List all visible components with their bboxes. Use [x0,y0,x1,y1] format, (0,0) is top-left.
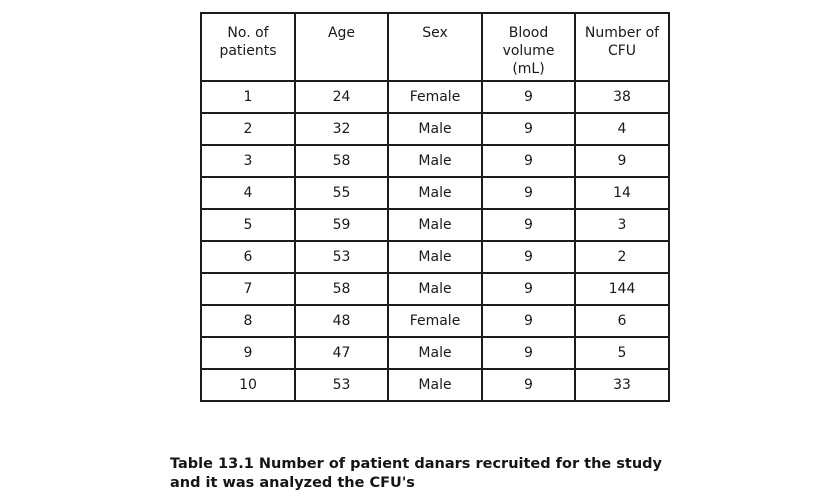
cell-blood-volume: 9 [482,273,575,305]
cell-patient-number: 6 [201,241,295,273]
cell-cfu: 144 [575,273,669,305]
cell-blood-volume: 9 [482,177,575,209]
cell-cfu: 2 [575,241,669,273]
table-row [201,177,669,209]
cell-patient-number: 1 [201,81,295,113]
cell-age: 32 [295,113,388,145]
cell-sex: Female [388,305,482,337]
cell-sex: Male [388,241,482,273]
table-row [201,241,669,273]
cell-patient-number: 3 [201,145,295,177]
cell-blood-volume: 9 [482,145,575,177]
cell-sex: Male [388,145,482,177]
cell-cfu: 38 [575,81,669,113]
table-row [201,145,669,177]
table-row [201,337,669,369]
table-row [201,209,669,241]
cell-age: 59 [295,209,388,241]
cell-patient-number: 8 [201,305,295,337]
cell-cfu: 33 [575,369,669,401]
cell-blood-volume: 9 [482,113,575,145]
cell-patient-number: 7 [201,273,295,305]
cell-cfu: 4 [575,113,669,145]
cell-sex: Male [388,369,482,401]
cell-cfu: 14 [575,177,669,209]
cell-patient-number: 5 [201,209,295,241]
header-sex: Sex [388,13,482,81]
cell-blood-volume: 9 [482,241,575,273]
cell-blood-volume: 9 [482,81,575,113]
cell-patient-number: 9 [201,337,295,369]
cell-age: 53 [295,369,388,401]
cell-cfu: 5 [575,337,669,369]
cell-age: 55 [295,177,388,209]
cell-blood-volume: 9 [482,369,575,401]
cell-age: 53 [295,241,388,273]
table-row [201,81,669,113]
table-caption: Table 13.1 Number of patient danars recruited for the study and it was analyzed the CFU's [170,456,663,491]
cell-blood-volume: 9 [482,305,575,337]
cell-blood-volume: 9 [482,209,575,241]
cell-age: 58 [295,145,388,177]
cell-sex: Male [388,273,482,305]
cell-cfu: 3 [575,209,669,241]
header-number-of-cfu: Number of CFU [575,13,669,81]
cell-age: 48 [295,305,388,337]
table-row [201,273,669,305]
cell-age: 58 [295,273,388,305]
cell-cfu: 9 [575,145,669,177]
cell-sex: Male [388,113,482,145]
cell-cfu: 6 [575,305,669,337]
table-row [201,305,669,337]
cell-blood-volume: 9 [482,337,575,369]
header-age: Age [295,13,388,81]
table-row [201,369,669,401]
header-no-of-patients: No. of patients [201,13,295,81]
cell-sex: Male [388,209,482,241]
cell-patient-number: 10 [201,369,295,401]
cell-patient-number: 4 [201,177,295,209]
cell-sex: Female [388,81,482,113]
cell-age: 24 [295,81,388,113]
header-blood-volume: Blood volume (mL) [482,13,575,81]
cell-age: 47 [295,337,388,369]
cell-sex: Male [388,337,482,369]
table-row [201,113,669,145]
cell-patient-number: 2 [201,113,295,145]
table-header-row [201,13,669,81]
cell-sex: Male [388,177,482,209]
patient-table [200,12,670,402]
